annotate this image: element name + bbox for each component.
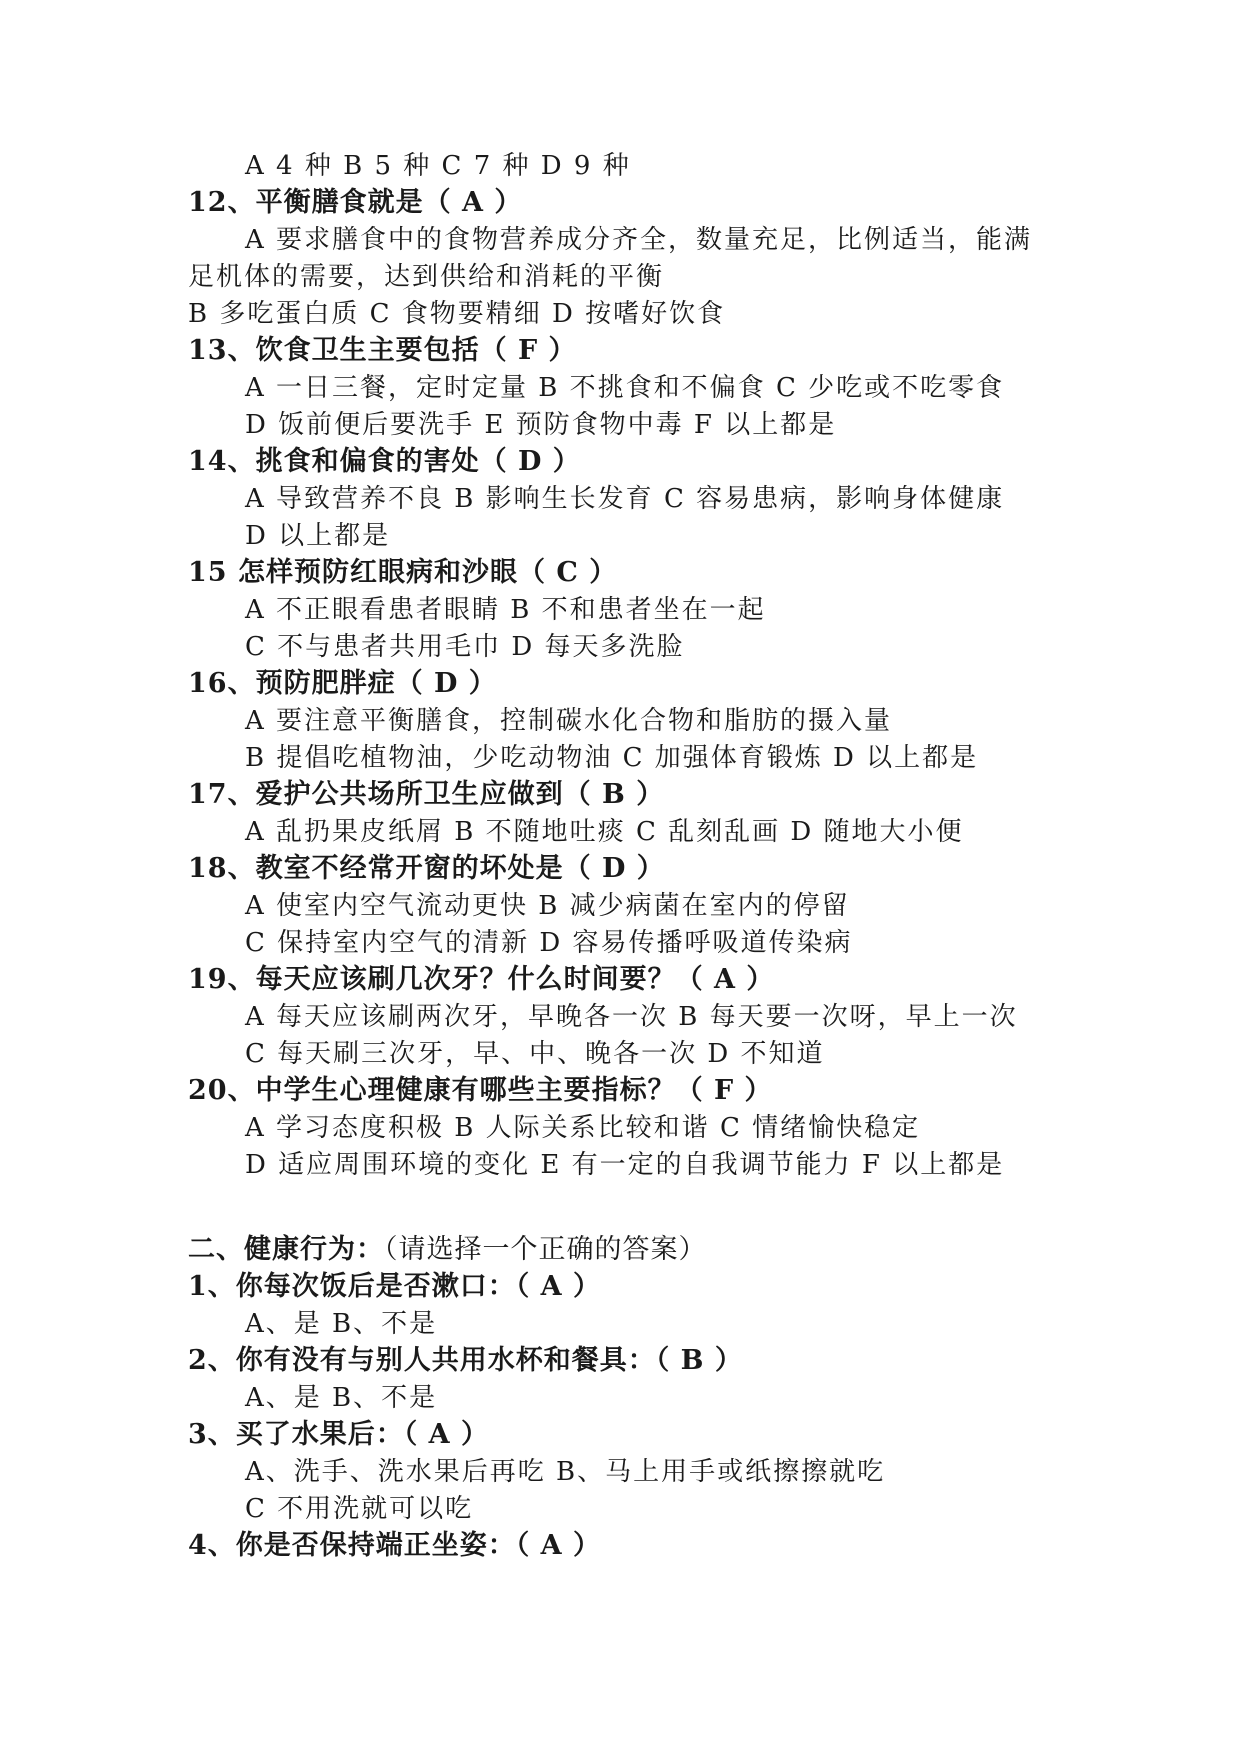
option-text: A 学习态度积极 B 人际关系比较和谐 C 情绪愉快稳定	[245, 1113, 921, 1143]
option-text: D 饭前便后要洗手 E 预防食物中毒 F 以上都是	[245, 410, 837, 440]
option-text: A 乱扔果皮纸屑 B 不随地吐痰 C 乱刻乱画 D 随地大小便	[245, 817, 964, 847]
option-text: B 提倡吃植物油，少吃动物油 C 加强体育锻炼 D 以上都是	[245, 743, 979, 773]
option-text: C 每天刷三次牙，早、中、晚各一次 D 不知道	[245, 1039, 825, 1069]
question-text: 15 怎样预防红眼病和沙眼（ C ）	[188, 557, 618, 588]
option-text: A、是 B、不是	[245, 1309, 438, 1339]
section-heading	[188, 1232, 707, 1268]
option-text: A 要注意平衡膳食，控制碳水化合物和脂肪的摄入量	[245, 706, 893, 736]
question-text: 16、预防肥胖症（ D ）	[188, 668, 497, 699]
question-text: 17、爱护公共场所卫生应做到（ B ）	[188, 779, 665, 810]
question-text: 12、平衡膳食就是（ A ）	[188, 187, 523, 218]
question-text: 19、每天应该刷几次牙？什么时间要？（ A ）	[188, 964, 775, 995]
question-text: 20、中学生心理健康有哪些主要指标？（ F ）	[188, 1075, 773, 1106]
question-text: 13、饮食卫生主要包括（ F ）	[188, 335, 577, 366]
option-text: C 不与患者共用毛巾 D 每天多洗脸	[245, 632, 685, 662]
option-text: A 导致营养不良 B 影响生长发育 C 容易患病，影响身体健康	[245, 484, 1005, 514]
option-text: A 一日三餐，定时定量 B 不挑食和不偏食 C 少吃或不吃零食	[245, 373, 1005, 403]
question-text: 2、你有没有与别人共用水杯和餐具：（ B ）	[188, 1345, 743, 1376]
option-text: A 使室内空气流动更快 B 减少病菌在室内的停留	[245, 891, 850, 921]
option-text: A 4 种 B 5 种 C 7 种 D 9 种	[245, 151, 631, 181]
option-text: B 多吃蛋白质 C 食物要精细 D 按嗜好饮食	[188, 299, 726, 329]
option-text: A 不正眼看患者眼睛 B 不和患者坐在一起	[245, 595, 766, 625]
question-text: 14、挑食和偏食的害处（ D ）	[188, 446, 581, 477]
question-text: 3、买了水果后：（ A ）	[188, 1419, 490, 1450]
option-text: 足机体的需要，达到供给和消耗的平衡	[188, 262, 665, 292]
option-text: A、洗手、洗水果后再吃 B、马上用手或纸擦擦就吃	[245, 1457, 886, 1487]
section-title: 二、健康行为：	[188, 1234, 384, 1265]
section-note: （请选择一个正确的答案）	[384, 1234, 707, 1265]
question-text: 4、你是否保持端正坐姿：（ A ）	[188, 1530, 602, 1561]
option-text: D 以上都是	[245, 521, 391, 551]
question-text: 18、教室不经常开窗的坏处是（ D ）	[188, 853, 665, 884]
option-text: C 不用洗就可以吃	[245, 1494, 474, 1524]
question-text: 1、你每次饭后是否漱口：（ A ）	[188, 1271, 602, 1302]
option-text: A 要求膳食中的食物营养成分齐全，数量充足，比例适当，能满	[245, 225, 1033, 255]
option-text: D 适应周围环境的变化 E 有一定的自我调节能力 F 以上都是	[245, 1150, 1005, 1180]
option-text: C 保持室内空气的清新 D 容易传播呼吸道传染病	[245, 928, 853, 958]
option-text: A、是 B、不是	[245, 1383, 438, 1413]
option-text: A 每天应该刷两次牙，早晚各一次 B 每天要一次呀，早上一次	[245, 1002, 1018, 1032]
